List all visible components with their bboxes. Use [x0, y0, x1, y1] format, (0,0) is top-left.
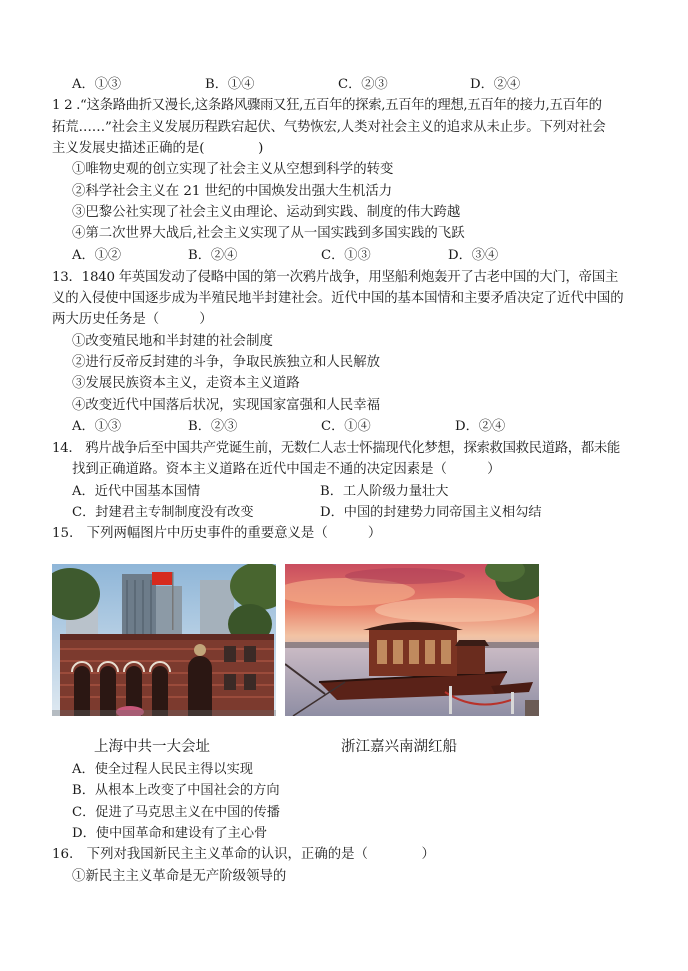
q16-item-1: ①新民主主义革命是无产阶级领导的: [72, 869, 287, 884]
q14-option-c[interactable]: C．封建君主专制制度没有改变: [72, 505, 254, 520]
q15-option-c[interactable]: C．促进了马克思主义在中国的传播: [72, 805, 280, 820]
q12-item-1: ①唯物史观的创立实现了社会主义从空想到科学的转变: [72, 162, 394, 177]
q12-item-4: ④第二次世界大战后,社会主义实现了从一国实践到多国实践的飞跃: [72, 226, 465, 241]
q13-stem-line1: 13．1840 年英国发动了侵略中国的第一次鸦片战争，用坚船利炮轰开了古老中国的大门，帝国主: [52, 270, 619, 285]
q11-option-c[interactable]: C．②③: [338, 77, 388, 92]
q11-option-d[interactable]: D．②④: [470, 77, 521, 92]
q13-option-c[interactable]: C．①④: [321, 419, 371, 434]
q13-item-2: ②进行反帝反封建的斗争，争取民族独立和人民解放: [72, 355, 380, 370]
q15-option-d[interactable]: D．使中国革命和建设有了主心骨: [72, 826, 268, 841]
q16-stem-line1: 16. 下列对我国新民主主义革命的认识，正确的是（ ）: [52, 847, 435, 862]
photo-jiaxing-red-boat: [285, 564, 539, 716]
q11-option-a[interactable]: A．①③: [72, 77, 122, 92]
q12-stem-line1: 1 2 .“这条路曲折又漫长,这条路风骤雨又狂,五百年的探索,五百年的理想,五百年的接力,五百年的: [52, 98, 602, 113]
q12-option-d[interactable]: D．③④: [448, 248, 499, 263]
q12-option-b[interactable]: B．②④: [188, 248, 238, 263]
caption-jiaxing: 浙江嘉兴南湖红船: [341, 739, 457, 755]
q13-stem-line2: 义的入侵使中国逐步成为半殖民地半封建社会。近代中国的基本国情和主要矛盾决定了近代中国的: [52, 291, 624, 306]
q12-option-c[interactable]: C．①③: [321, 248, 371, 263]
q13-option-d[interactable]: D．②④: [455, 419, 506, 434]
q14-stem-line2: 找到正确道路。资本主义道路在近代中国走不通的决定因素是（ ）: [72, 462, 501, 477]
q14-option-a[interactable]: A．近代中国基本国情: [72, 484, 201, 499]
q13-option-b[interactable]: B．②③: [188, 419, 238, 434]
q13-option-a[interactable]: A．①③: [72, 419, 122, 434]
q15-option-a[interactable]: A．使全过程人民民主得以实现: [72, 762, 253, 777]
q11-option-b[interactable]: B．①④: [205, 77, 255, 92]
q14-stem-line1: 14. 鸦片战争后至中国共产党诞生前，无数仁人志士怀揣现代化梦想，探索救国救民道路，都未能: [52, 441, 620, 456]
q13-item-1: ①改变殖民地和半封建的社会制度: [72, 334, 273, 349]
q12-stem-line3: 主义发展史描述正确的是( ): [52, 141, 264, 156]
q13-item-3: ③发展民族资本主义，走资本主义道路: [72, 376, 300, 391]
caption-shanghai: 上海中共一大会址: [94, 739, 210, 755]
q12-item-2: ②科学社会主义在 21 世纪的中国焕发出强大生机活力: [72, 184, 393, 199]
q12-stem-line2: 拓荒……”社会主义发展历程跌宕起伏、气势恢宏,人类对社会主义的追求从未止步。下列对社会: [52, 120, 606, 135]
q12-item-3: ③巴黎公社实现了社会主义由理论、运动到实践、制度的伟大跨越: [72, 205, 461, 220]
q12-option-a[interactable]: A．①②: [72, 248, 122, 263]
photo-shanghai-congress-site: [52, 564, 276, 716]
q15-stem-line1: 15. 下列两幅图片中历史事件的重要意义是（ ）: [52, 526, 382, 541]
q14-option-b[interactable]: B．工人阶级力量壮大: [320, 484, 449, 499]
q13-item-4: ④改变近代中国落后状况，实现国家富强和人民幸福: [72, 398, 380, 413]
q15-option-b[interactable]: B．从根本上改变了中国社会的方向: [72, 783, 280, 798]
q13-stem-line3: 两大历史任务是（ ）: [52, 312, 213, 327]
q14-option-d[interactable]: D．中国的封建势力同帝国主义相勾结: [320, 505, 542, 520]
